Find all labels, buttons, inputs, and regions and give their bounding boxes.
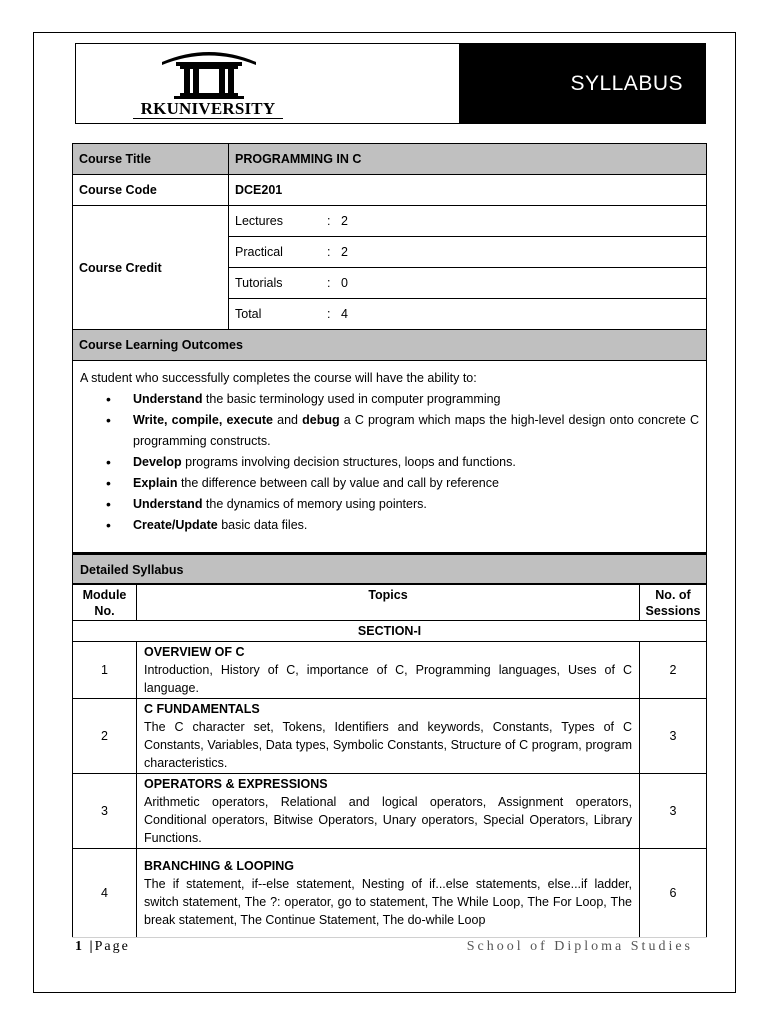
course-code-value: DCE201 xyxy=(229,175,707,206)
module-body: The C character set, Tokens, Identifiers and keywords, Constants, Types of C Constants, Variables, Data types, Symbolic Constants, Structure of C program, program characteristics. xyxy=(144,720,632,770)
module-sessions: 3 xyxy=(640,774,707,849)
outcomes-heading: Course Learning Outcomes xyxy=(73,330,707,361)
module-sessions: 2 xyxy=(640,642,707,699)
module-title: BRANCHING & LOOPING xyxy=(144,859,294,873)
module-title: C FUNDAMENTALS xyxy=(144,702,260,716)
credit-row-lectures xyxy=(73,206,707,237)
outcomes-list xyxy=(80,389,699,536)
syllabus-title: SYLLABUS xyxy=(570,72,683,95)
table-row xyxy=(73,642,707,699)
table-row xyxy=(73,699,707,774)
module-number: 3 xyxy=(73,774,137,849)
module-sessions: 3 xyxy=(640,699,707,774)
course-credit-label: Course Credit xyxy=(73,206,229,330)
course-code-label: Course Code xyxy=(73,175,229,206)
page-number xyxy=(75,939,130,955)
outcome-item: • Understand the dynamics of memory using pointers. xyxy=(80,494,699,515)
credit-sep: : xyxy=(327,276,331,290)
table-row xyxy=(73,774,707,849)
module-topics xyxy=(137,774,640,849)
module-topics xyxy=(137,642,640,699)
outcomes-intro: A student who successfully completes the course will have the ability to: xyxy=(80,371,477,385)
credit-value: 4 xyxy=(341,307,348,321)
outcome-item: • Understand the basic terminology used in computer programming xyxy=(80,389,699,410)
module-title: OPERATORS & EXPRESSIONS xyxy=(144,777,328,791)
module-number: 2 xyxy=(73,699,137,774)
credit-name: Practical xyxy=(235,245,283,259)
footer-divider xyxy=(72,937,707,938)
page-separator: | xyxy=(89,939,95,954)
outcome-item: • Explain the difference between call by value and call by reference xyxy=(80,473,699,494)
university-logo xyxy=(76,44,459,123)
credit-value: 0 xyxy=(341,276,348,290)
detailed-syllabus-heading: Detailed Syllabus xyxy=(72,553,707,584)
module-number: 4 xyxy=(73,849,137,938)
learning-outcomes xyxy=(72,360,707,553)
credit-name: Lectures xyxy=(235,214,283,228)
module-title: OVERVIEW OF C xyxy=(144,645,245,659)
module-body: Introduction, History of C, importance of C, Programming languages, Uses of C language. xyxy=(144,663,632,695)
table-row xyxy=(73,849,707,938)
module-table-header xyxy=(73,585,707,621)
module-topics xyxy=(137,699,640,774)
course-title-value: PROGRAMMING IN C xyxy=(229,144,707,175)
page-number-value: 1 xyxy=(75,939,84,954)
outcome-item: • Write, compile, execute and debug a C program which maps the high-level design onto concrete C programming constructs. xyxy=(80,410,699,452)
module-body: The if statement, if--else statement, Nesting of if...else statements, else...if ladder, switch statement, The ?: operator, go to statement, The While Loop, The For Loop, The break statement, The Continue Statement, The do-while Loop xyxy=(144,877,632,927)
module-body: Arithmetic operators, Relational and logical operators, Assignment operators, Conditional operators, Bitwise Operators, Unary operators, Special Operators, Library Functions. xyxy=(144,795,632,845)
col-topics-header: Topics xyxy=(137,585,640,621)
credit-name: Tutorials xyxy=(235,276,283,290)
section-row xyxy=(73,621,707,642)
col-sessions-header: No. of Sessions xyxy=(640,585,707,621)
credit-value: 2 xyxy=(341,214,348,228)
outcome-item: • Create/Update basic data files. xyxy=(80,515,699,536)
module-sessions: 6 xyxy=(640,849,707,938)
credit-sep: : xyxy=(327,307,331,321)
module-topics xyxy=(137,849,640,938)
outcome-item: • Develop programs involving decision structures, loops and functions. xyxy=(80,452,699,473)
course-title-row xyxy=(73,144,707,175)
course-code-row xyxy=(73,175,707,206)
module-table xyxy=(72,584,707,938)
credit-name: Total xyxy=(235,307,262,321)
university-name: RKUNIVERSITY xyxy=(133,100,283,119)
school-name: School of Diploma Studies xyxy=(466,939,693,954)
pillars-logo-icon xyxy=(134,48,284,100)
syllabus-header xyxy=(75,43,706,124)
course-info-table xyxy=(72,143,707,361)
credit-sep: : xyxy=(327,214,331,228)
col-module-header: Module No. xyxy=(73,585,137,621)
course-title-label: Course Title xyxy=(73,144,229,175)
credit-sep: : xyxy=(327,245,331,259)
page-word: Page xyxy=(94,939,130,954)
section-label: SECTION-I xyxy=(73,621,707,642)
credit-value: 2 xyxy=(341,245,348,259)
title-block xyxy=(459,44,705,123)
outcomes-heading-row xyxy=(73,330,707,361)
module-number: 1 xyxy=(73,642,137,699)
